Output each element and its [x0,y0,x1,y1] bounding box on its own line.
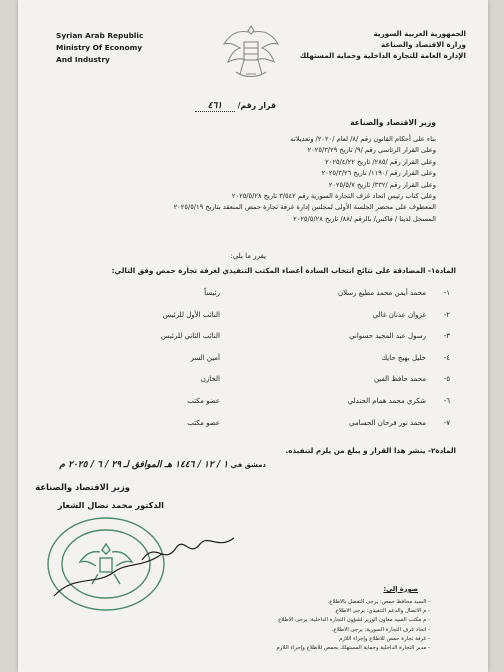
signatory-name: الدكتور محمد نضال الشعار [57,500,164,510]
decides-heading: يقرر ما يلي: [230,252,266,260]
members-list [30,289,450,440]
minister-heading: وزير الاقتصاد والصناعة [350,118,436,127]
english-header [56,30,143,66]
header-ar-country: الجمهورية العربية السورية [373,29,466,38]
article-1: المادة١- المصادقة على نتائج انتخاب السادة أعضاء المكتب التنفيذي لغرفة تجارة حمص وفق التالي: [111,266,456,275]
document-page [18,0,488,672]
member-name: محمد أيمن محمد مطيع رسلان [337,289,426,297]
member-role: الخازن [200,375,220,384]
member-index: ٢- [443,310,450,319]
preamble-line: وعلى كتاب رئيس اتحاد غرف التجارة السورية رقم ٣/٥٤٢ تاريخ ٢٠٢٥/٥/٢٨ [231,192,436,201]
copy-recipient: - م مكتب السيد معاون الوزير لشؤون التجارة الداخلية: يرجى الاطلاع [278,617,430,624]
member-role: رئيساً [204,289,220,297]
member-name: رسول عبد المجيد حسواني [349,332,426,341]
member-row [30,397,450,419]
member-index: ٦- [443,396,450,405]
member-row [30,419,450,441]
date-hijri: ١ / ١٢ / ١٤٤٦ هـ الموافق لـ [123,460,229,470]
copy-recipient: - م الاتصال والدعم التنفيذي: يرجى الاطلاع [335,608,430,615]
date-prefix: دمشق في [230,461,266,469]
member-role: عضو مكتب [187,418,220,427]
copy-recipient: - السيد محافظ حمص: يرجى التفضل بالاطلاع. [327,599,430,605]
header-ar-directorate: الإدارة العامة للتجارة الداخلية وحماية المستهلك [299,51,466,60]
preamble-line: وعلى القرار الرئاسي رقم /٩/ تاريخ ٢٠٢٥/٣/٢٩ [307,146,436,155]
member-row [30,289,450,311]
member-index: ٥- [443,375,450,384]
copies-list [170,598,430,653]
date-gregorian: ٢٩ / ٦ / ٢٠٢٥ م [59,460,122,470]
header-ministry: Ministry Of Economy [56,43,143,52]
copy-recipient: - اتحاد غرف التجارة السورية: يرجى الاطلاع. [331,626,430,633]
preamble-line: وعلى القرار رقم /١١٩٠/ تاريخ ٢٠٢٥/٣/٢٦ [321,169,436,178]
arabic-header [300,28,466,61]
decision-label: قرار رقم/ [237,101,276,110]
member-role: النائب الأول للرئيس [162,310,220,319]
member-row [30,375,450,397]
member-index: ٣- [443,332,450,341]
member-row [30,332,450,354]
copy-recipient: - مدير التجارة الداخلية وحماية المستهلك بحمص للاطلاع وإجراء اللازم [276,645,430,652]
date-line [59,460,266,470]
preamble-line: وعلى القرار رقم /٢٨٥/ تاريخ ٢٠٢٥/٤/٢٢ [325,157,436,166]
article-2: المادة٢- ينشر هذا القرار و يبلغ من يلزم لتنفيذه. [285,446,456,455]
handwritten-signature-icon [138,520,238,580]
preamble-line: المسجل لدينا / فاكس/ بالرقم /٨٨/ تاريخ ٢٠٢٥/٥/٢٨ [293,214,436,223]
eagle-emblem-icon [220,20,282,82]
preamble-line: وعلى القرار رقم /٣٣٢/ تاريخ ٢٠٢٥/٥/٧ [328,180,436,189]
member-name: محمد نور فرحان الحسامي [349,418,426,427]
member-role: النائب الثاني للرئيس [161,332,220,341]
decision-number-value: ٤٦١ [195,101,235,112]
decision-number [195,101,276,112]
member-row [30,311,450,333]
member-index: ٤- [443,353,450,362]
preamble-line: المعطوف على محضر الجلسة الأولى لمجلس إدارة غرفة تجارة حمص المنعقد بتاريخ ٢٠٢٥/٥/١٩ [173,203,436,212]
copy-recipient: - غرفة تجارة حمص للاطلاع وإجراء اللازم [339,635,430,642]
member-name: محمد حافظ الفين [374,375,426,384]
member-role: أمين السر [190,353,220,362]
preamble-line: بناء على أحكام القانون رقم /٨/ لعام /٢٠٢٠/ وتعديلاته [290,135,436,143]
member-name: غزوان عدنان غالي [372,310,426,319]
member-index: ٧- [443,418,450,427]
member-role: عضو مكتب [187,396,220,405]
header-ar-ministry: وزارة الاقتصاد والصناعة [381,40,466,49]
header-country: Syrian Arab Republic [56,31,144,40]
copies-heading: صورة إلى: [383,585,418,593]
member-row [30,354,450,376]
member-index: ١- [443,289,450,297]
preamble [76,134,436,225]
member-name: شكري محمد همام الجندلي [347,396,426,405]
member-name: خليل بهيج حايك [381,353,426,362]
signatory-title: وزير الاقتصاد والصناعة [35,482,130,492]
header-ministry-cont: And Industry [56,55,110,64]
